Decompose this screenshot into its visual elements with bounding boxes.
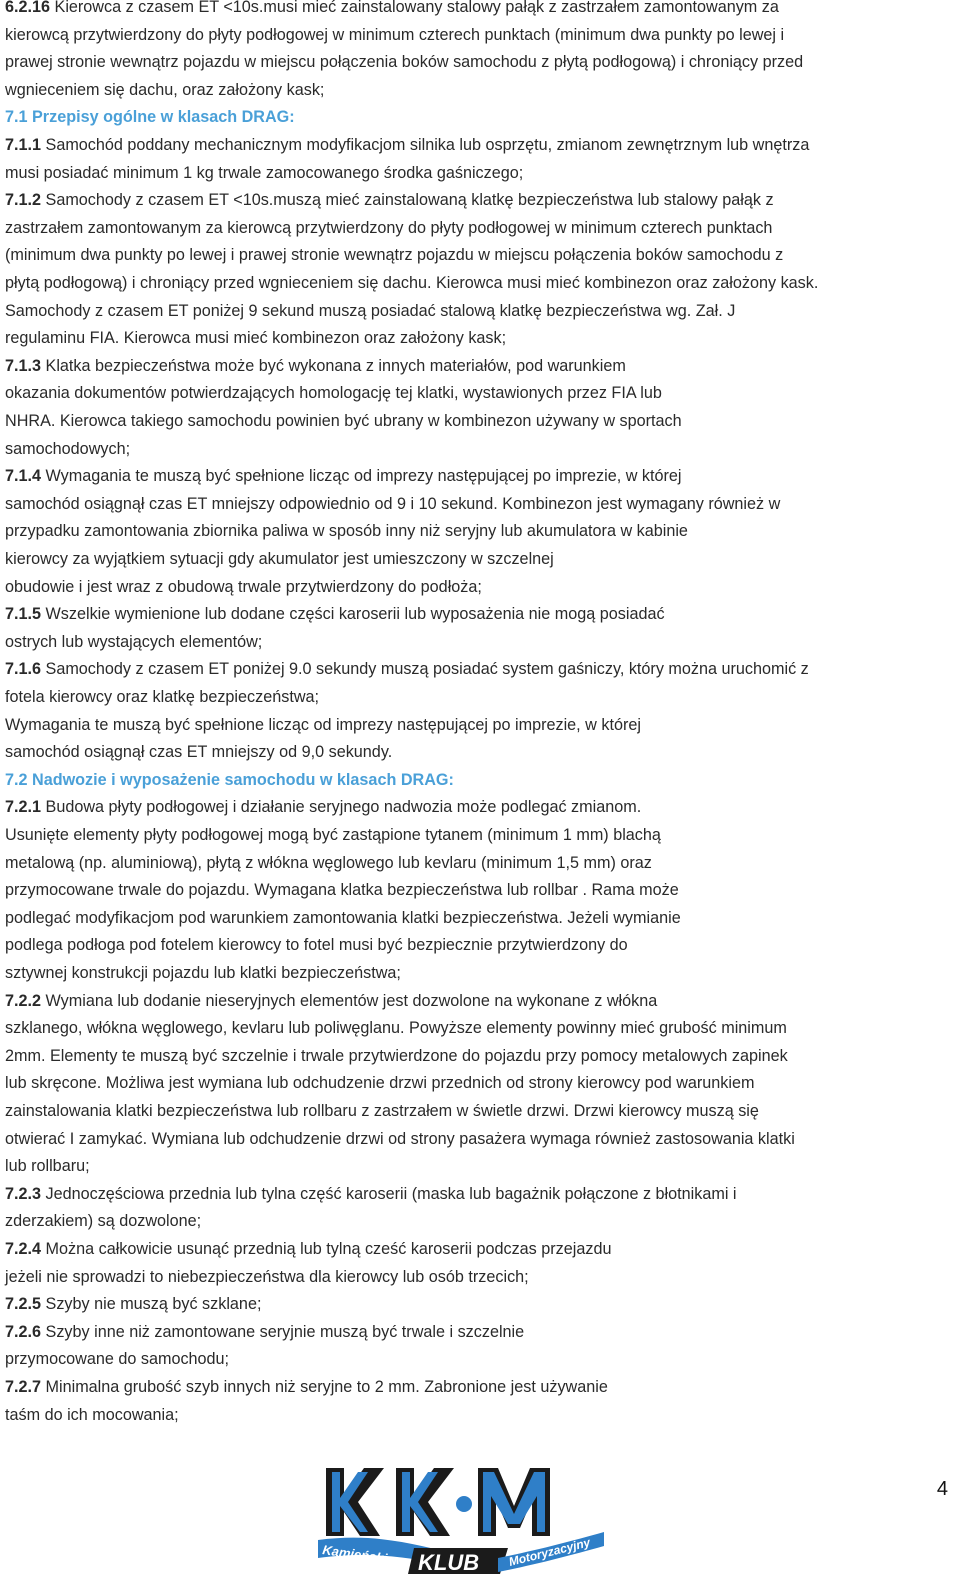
line-text: taśm do ich mocowania; bbox=[5, 1405, 179, 1424]
paragraph-line bbox=[5, 742, 392, 762]
rule-number: 7.1.6 bbox=[5, 660, 42, 679]
paragraph-line bbox=[5, 1129, 795, 1149]
line-text: płytą podłogową) i chroniący przed wgnieceniem się dachu. Kierowca musi mieć kombinezon oraz założony kask. bbox=[5, 274, 819, 292]
line-text: musi posiadać minimum 1 kg trwale zamocowanego środka gaśniczego; bbox=[5, 163, 524, 182]
paragraph-line bbox=[5, 273, 818, 293]
paragraph-line bbox=[5, 52, 803, 72]
line-text: podlegać modyfikacjom pod warunkiem zamontowania klatki bezpieczeństwa. Jeżeli wymianie bbox=[5, 908, 681, 927]
line-text: kierowcy za wyjątkiem sytuacji gdy akumulator jest umieszczony w szczelnej bbox=[5, 550, 554, 568]
paragraph-line bbox=[5, 991, 657, 1011]
paragraph-line bbox=[5, 880, 679, 900]
rule-number: 7.2.5 bbox=[5, 1295, 42, 1314]
heading-text: 7.1 Przepisy ogólne w klasach DRAG: bbox=[5, 108, 295, 127]
rule-number: 7.2.2 bbox=[5, 991, 42, 1010]
line-text: NHRA. Kierowca takiego samochodu powinien być ubrany w kombinezon używany w sportach bbox=[5, 412, 682, 430]
line-text: Wszelkie wymienione lub dodane części karoserii lub wyposażenia nie mogą posiadać bbox=[45, 605, 665, 624]
line-text: Klatka bezpieczeństwa może być wykonana z innych materiałów, pod warunkiem bbox=[45, 356, 626, 375]
paragraph-line bbox=[5, 1349, 229, 1369]
paragraph-line bbox=[5, 163, 523, 183]
paragraph-line bbox=[5, 1156, 90, 1176]
paragraph-line bbox=[5, 853, 652, 873]
rule-number: 7.2.4 bbox=[5, 1240, 42, 1258]
paragraph-line bbox=[5, 1018, 787, 1038]
line-text: Wymiana lub dodanie nieseryjnych elementów jest dozwolone na wykonane z włókna bbox=[45, 991, 658, 1010]
paragraph-line bbox=[5, 383, 662, 403]
paragraph-line bbox=[5, 715, 641, 735]
line-text: lub skręcone. Możliwa jest wymiana lub odchudzenie drzwi przednich od strony kierowcy pod warunkiem bbox=[5, 1074, 755, 1093]
paragraph-line bbox=[5, 190, 774, 210]
paragraph-line bbox=[5, 1211, 201, 1231]
paragraph-line bbox=[5, 1046, 788, 1066]
line-text: Minimalna grubość szyb innych niż seryjne to 2 mm. Zabronione jest używanie bbox=[45, 1378, 608, 1396]
logo-text-kamienski: Kamieński bbox=[321, 1542, 389, 1567]
paragraph-line bbox=[5, 1322, 524, 1342]
logo-text-motoryzacyjny: Motoryzacyjny bbox=[507, 1535, 592, 1569]
paragraph-line bbox=[5, 549, 554, 569]
line-text: fotela kierowcy oraz klatkę bezpieczeństwa; bbox=[5, 688, 320, 706]
rule-number: 7.1.3 bbox=[5, 356, 42, 375]
paragraph-line bbox=[5, 577, 482, 597]
paragraph-line bbox=[5, 1377, 608, 1397]
paragraph-line bbox=[5, 659, 809, 679]
line-text: Można całkowicie usunąć przednią lub tylną cześć karoserii podczas przejazdu bbox=[45, 1240, 612, 1258]
line-text: podlega podłoga pod fotelem kierowcy to fotel musi być bezpiecznie przytwierdzony do bbox=[5, 936, 628, 955]
page-number: 4 bbox=[936, 1478, 948, 1500]
rule-number: 7.1.2 bbox=[5, 191, 42, 210]
rule-number: 7.2.1 bbox=[5, 798, 42, 817]
line-text: metalową (np. aluminiową), płytą z włókna węglowego lub kevlaru (minimum 1,5 mm) oraz bbox=[5, 853, 652, 872]
line-text: Samochód poddany mechanicznym modyfikacjom silnika lub osprzętu, zmianom zewnętrznym lub wnętrza bbox=[45, 136, 810, 154]
paragraph-line bbox=[5, 25, 784, 45]
paragraph-line bbox=[5, 245, 783, 265]
paragraph-line bbox=[5, 1294, 261, 1314]
paragraph-line bbox=[5, 494, 780, 514]
paragraph-line bbox=[5, 301, 735, 321]
line-text: Budowa płyty podłogowej i działanie seryjnego nadwozia może podlegać zmianom. bbox=[45, 798, 642, 817]
line-text: Kierowca z czasem ET <10s.musi mieć zainstalowany stalowy pałąk z zastrzałem zamontowanym za bbox=[54, 0, 779, 16]
rule-number: 7.1.1 bbox=[5, 136, 42, 154]
line-text: Samochody z czasem ET poniżej 9 sekund muszą posiadać stalową klatkę bezpieczeństwa wg. Zał. J bbox=[5, 301, 736, 320]
paragraph-line bbox=[5, 1073, 754, 1093]
paragraph-line bbox=[5, 1405, 179, 1425]
paragraph-line bbox=[5, 218, 772, 238]
paragraph-line bbox=[5, 328, 506, 348]
line-text: wgnieceniem się dachu, oraz założony kask; bbox=[5, 80, 325, 99]
paragraph-line bbox=[5, 439, 130, 459]
kkm-logo bbox=[318, 1462, 608, 1578]
line-text: sztywnej konstrukcji pojazdu lub klatki bezpieczeństwa; bbox=[5, 964, 401, 982]
paragraph-line bbox=[5, 604, 665, 624]
line-text: Wymagania te muszą być spełnione licząc od imprezy następującej po imprezie, w której bbox=[5, 715, 641, 734]
paragraph-line bbox=[5, 1267, 529, 1287]
paragraph-line bbox=[5, 135, 809, 155]
section-heading bbox=[5, 770, 454, 790]
line-text: Wymagania te muszą być spełnione licząc od imprezy następującej po imprezie, w której bbox=[45, 467, 682, 486]
line-text: regulaminu FIA. Kierowca musi mieć kombinezon oraz założony kask; bbox=[5, 329, 507, 348]
line-text: (minimum dwa punkty po lewej i prawej stronie wewnątrz pojazdu w miejscu połączenia boków samochodu z bbox=[5, 246, 784, 265]
line-text: Jednoczęściowa przednia lub tylna część karoserii (maska lub bagażnik połączone z błotnikami i bbox=[45, 1184, 737, 1203]
line-text: zainstalowania klatki bezpieczeństwa lub rollbaru z zastrzałem w świetle drzwi. Drzwi kierowcy muszą się bbox=[5, 1102, 759, 1120]
rule-number: 7.2.7 bbox=[5, 1378, 42, 1396]
paragraph-line bbox=[5, 521, 688, 541]
line-text: szklanego, włókna węglowego, kevlaru lub poliwęglanu. Powyższe elementy powinny mieć grubość minimum bbox=[5, 1019, 787, 1038]
paragraph-line bbox=[5, 687, 319, 707]
paragraph-line bbox=[5, 632, 262, 652]
line-text: Szyby nie muszą być szklane; bbox=[45, 1295, 262, 1314]
paragraph-line bbox=[5, 356, 626, 376]
line-text: Usunięte elementy płyty podłogowej mogą być zastąpione tytanem (minimum 1 mm) blachą bbox=[5, 826, 661, 844]
section-heading bbox=[5, 107, 295, 127]
line-text: jeżeli nie sprowadzi to niebezpieczeństwa dla kierowcy lub osób trzecich; bbox=[5, 1267, 529, 1286]
paragraph-line bbox=[5, 1184, 737, 1204]
line-text: przypadku zamontowania zbiornika paliwa w sposób inny niż seryjny lub akumulatora w kabinie bbox=[5, 522, 688, 541]
line-text: samochodowych; bbox=[5, 439, 131, 458]
line-text: ostrych lub wystających elementów; bbox=[5, 632, 263, 651]
line-text: zderzakiem) są dozwolone; bbox=[5, 1212, 202, 1231]
paragraph-line bbox=[5, 1239, 611, 1259]
rule-number: 7.2.3 bbox=[5, 1184, 42, 1203]
paragraph-line bbox=[5, 466, 681, 486]
rule-number: 7.2.6 bbox=[5, 1322, 42, 1341]
paragraph-line bbox=[5, 411, 682, 431]
line-text: samochód osiągnął czas ET mniejszy od 9,0 sekundy. bbox=[5, 743, 393, 762]
paragraph-line bbox=[5, 963, 401, 983]
paragraph-line bbox=[5, 825, 661, 845]
paragraph-line bbox=[5, 1101, 759, 1121]
line-text: lub rollbaru; bbox=[5, 1157, 90, 1176]
line-text: prawej stronie wewnątrz pojazdu w miejscu połączenia boków samochodu z płytą podłogową) i chroniący przed bbox=[5, 53, 804, 72]
line-text: otwierać I zamykać. Wymiana lub odchudzenie drzwi od strony pasażera wymaga również zastosowania klatki bbox=[5, 1129, 795, 1148]
rule-number: 7.1.4 bbox=[5, 467, 42, 486]
line-text: 2mm. Elementy te muszą być szczelnie i trwale przytwierdzone do pojazdu przy pomocy metalowych zapinek bbox=[5, 1046, 788, 1065]
line-text: przymocowane trwale do pojazdu. Wymagana klatka bezpieczeństwa lub rollbar . Rama może bbox=[5, 881, 679, 900]
heading-text: 7.2 Nadwozie i wyposażenie samochodu w klasach DRAG: bbox=[5, 770, 454, 789]
paragraph-line bbox=[5, 935, 628, 955]
paragraph-line bbox=[5, 0, 779, 17]
line-text: Szyby inne niż zamontowane seryjnie muszą być trwale i szczelnie bbox=[45, 1322, 525, 1341]
line-text: obudowie i jest wraz z obudową trwale przytwierdzony do podłoża; bbox=[5, 577, 482, 596]
line-text: okazania dokumentów potwierdzających homologację tej klatki, wystawionych przez FIA lub bbox=[5, 384, 662, 403]
line-text: samochód osiągnął czas ET mniejszy odpowiednio od 9 i 10 sekund. Kombinezon jest wymagany również w bbox=[5, 494, 781, 513]
line-text: kierowcą przytwierdzony do płyty podłogowej w minimum czterech punktach (minimum dwa punkty po lewej i bbox=[5, 25, 785, 44]
line-text: Samochody z czasem ET poniżej 9.0 sekundy muszą posiadać system gaśniczy, który można uruchomić z bbox=[45, 660, 809, 679]
rule-number: 6.2.16 bbox=[5, 0, 51, 16]
paragraph-line bbox=[5, 908, 681, 928]
line-text: Samochody z czasem ET <10s.muszą mieć zainstalowaną klatkę bezpieczeństwa lub stalowy pałąk z bbox=[45, 191, 774, 210]
logo-text-klub: KLUB bbox=[418, 1550, 480, 1575]
paragraph-line bbox=[5, 80, 324, 100]
paragraph-line bbox=[5, 797, 641, 817]
line-text: przymocowane do samochodu; bbox=[5, 1350, 230, 1369]
rule-number: 7.1.5 bbox=[5, 605, 42, 624]
line-text: zastrzałem zamontowanym za kierowcą przytwierdzony do płyty podłogowej w minimum czterech punktach bbox=[5, 218, 773, 237]
